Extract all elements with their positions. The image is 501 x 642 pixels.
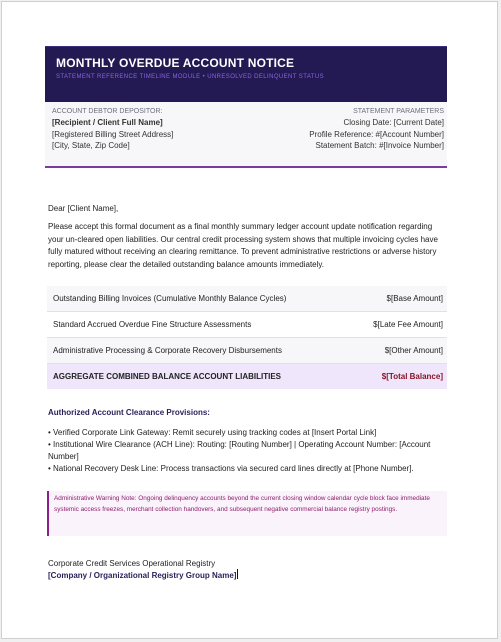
ledger-row-amount[interactable]: $[Base Amount] (386, 294, 443, 303)
ledger-row (47, 286, 447, 312)
debtor-name[interactable]: [Recipient / Client Full Name] (52, 118, 163, 127)
letter-paragraph[interactable]: Please accept this formal document as a final monthly summary ledger account update notification regarding your un-cleared open liabilities. Our central credit processing system shows that multiple invoicing cycles have fully matured without receiving an clearing remittance. To prevent administrative restrictions or adverse history reporting, please clear the detailed outstanding balance amounts immediately. (48, 222, 438, 269)
profile-reference[interactable]: Profile Reference: #[Account Number] (309, 129, 444, 139)
ledger-row-amount[interactable]: $[Other Amount] (384, 346, 443, 355)
ledger-row (47, 338, 447, 364)
debtor-block (52, 108, 173, 152)
debtor-label: ACCOUNT DEBTOR DEPOSITOR: (52, 108, 163, 115)
ledger-row-label: Administrative Processing & Corporate Recovery Disbursements (53, 346, 282, 355)
signature-block (48, 558, 238, 581)
ledger-row-label: Outstanding Billing Invoices (Cumulative Monthly Balance Cycles) (53, 294, 287, 303)
closing-date[interactable]: Closing Date: [Current Date] (343, 118, 444, 127)
notice-header (45, 46, 447, 103)
provisions-list (48, 427, 444, 475)
provision-item[interactable]: • Institutional Wire Clearance (ACH Line): Routing: [Routing Number] | Operating Account Number: [Account Number] (48, 440, 431, 461)
debtor-street[interactable]: [Registered Billing Street Address] (52, 129, 174, 139)
provision-item[interactable]: • Verified Corporate Link Gateway: Remit securely using tracking codes at [Insert Portal Link] (48, 428, 377, 437)
provisions-title: Authorized Account Clearance Provisions: (48, 408, 210, 417)
statement-batch[interactable]: Statement Batch: #[Invoice Number] (315, 141, 444, 150)
statement-label: STATEMENT PARAMETERS (353, 108, 444, 115)
signature-company-line[interactable] (48, 569, 238, 581)
statement-block (309, 108, 444, 152)
text-cursor (237, 569, 238, 579)
ledger-row-label: Standard Accrued Overdue Fine Structure Assessments (53, 320, 252, 329)
ledger-table (47, 286, 447, 389)
warning-note[interactable]: Administrative Warning Note: Ongoing delinquency accounts beyond the current closing window calendar cycle block face immediate systemic access freezes, merchant collection handovers, and subsequent negative commercial balance registry postings. (47, 491, 447, 536)
ledger-row-amount[interactable]: $[Late Fee Amount] (373, 320, 443, 329)
signature-company[interactable]: [Company / Organizational Registry Group Name] (48, 571, 237, 580)
notice-subtitle: STATEMENT REFERENCE TIMELINE MODULE • UNRESOLVED DELINQUENT STATUS (56, 74, 324, 80)
account-meta-panel (45, 102, 447, 168)
ledger-row (47, 312, 447, 338)
provision-item[interactable]: • National Recovery Desk Line: Process transactions via secured card lines directly at [Phone Number]. (48, 464, 414, 473)
ledger-total-amount[interactable]: $[Total Balance] (381, 372, 443, 381)
signature-department[interactable]: Corporate Credit Services Operational Registry (48, 559, 216, 568)
ledger-total-label: AGGREGATE COMBINED BALANCE ACCOUNT LIABILITIES (53, 372, 281, 381)
ledger-total-row (47, 364, 447, 389)
debtor-city[interactable]: [City, State, Zip Code] (52, 141, 130, 150)
notice-title: MONTHLY OVERDUE ACCOUNT NOTICE (56, 56, 295, 70)
salutation[interactable]: Dear [Client Name], (48, 204, 119, 213)
